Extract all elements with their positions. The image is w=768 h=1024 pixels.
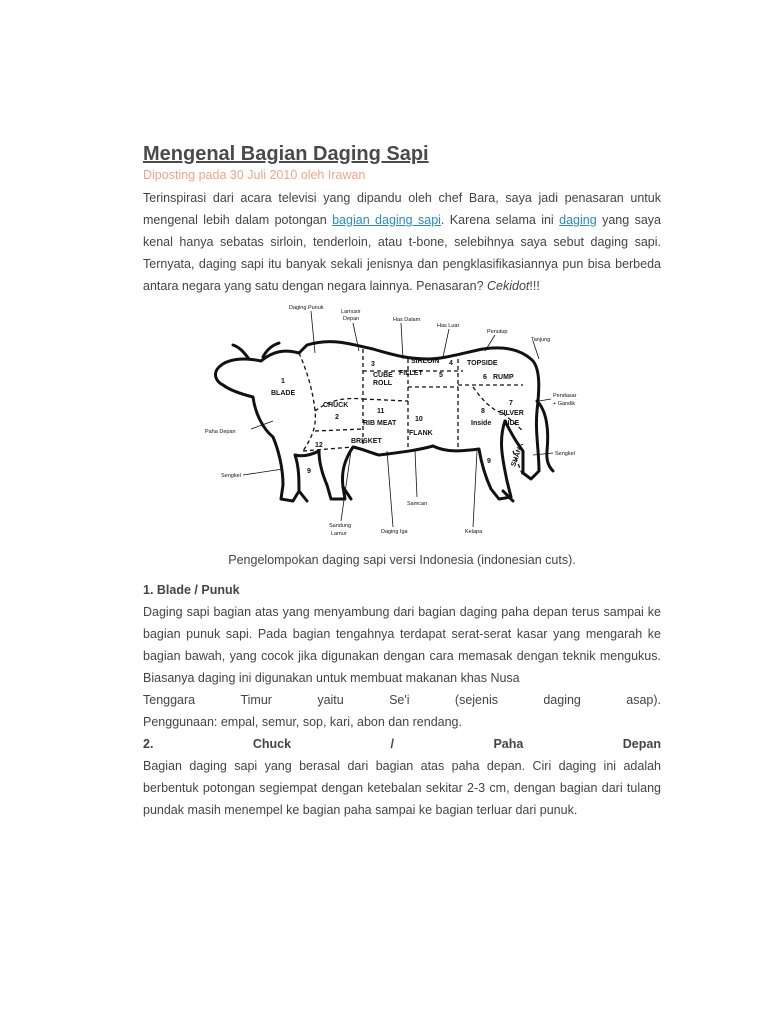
cut-number-5: 5 bbox=[439, 372, 443, 379]
section-2-body: Bagian daging sapi yang berasal dari bagian atas paha depan. Ciri daging ini adalah berbentuk potongan segiempat dengan ketebalan sekitar 2-3 cm, dengan bagian dari tulang pundak masih menempel ke bagian paha sampai ke bagian terluar dari punuk. bbox=[143, 759, 661, 817]
intro-text-4: !!! bbox=[529, 279, 540, 293]
cut-inside: Inside bbox=[471, 420, 492, 427]
label-lamusir: Lamusir bbox=[341, 309, 361, 315]
cut-flank: FLANK bbox=[409, 430, 433, 437]
label-daging-iga: Daging Iga bbox=[381, 529, 408, 535]
cut-rib-meat: RIB MEAT bbox=[363, 420, 397, 427]
cut-number-12: 12 bbox=[315, 442, 323, 449]
label-daging-punuk: Daging Punuk bbox=[289, 305, 324, 311]
spread-word: (sejenis bbox=[454, 693, 498, 707]
spread-word: asap). bbox=[626, 693, 661, 707]
heading-word: Paha bbox=[493, 737, 524, 751]
cut-topside: TOPSIDE bbox=[467, 360, 498, 367]
cut-number-11: 11 bbox=[377, 408, 385, 415]
cut-shank: SHANK bbox=[510, 441, 526, 468]
cut-rump: RUMP bbox=[493, 374, 514, 381]
spread-word: daging bbox=[543, 693, 581, 707]
heading-word: 2. bbox=[143, 737, 154, 751]
cut-silver: SILVER bbox=[499, 410, 524, 417]
label-paha-depan: Paha Depan bbox=[205, 429, 236, 435]
label-pendasar: Pendasar bbox=[553, 393, 577, 399]
label-penutup: Penutup bbox=[487, 329, 508, 335]
label-has-dalam: Has Dalam bbox=[393, 317, 421, 323]
label-sandung: Sandung bbox=[329, 523, 352, 529]
article-byline: Diposting pada 30 Juli 2010 oleh Irawan bbox=[143, 168, 366, 182]
label-samcan: Samcan bbox=[407, 501, 428, 507]
cut-side: SIDE bbox=[503, 420, 520, 427]
label-has-luar: Has Luar bbox=[437, 323, 460, 329]
section-1-heading: 1. Blade / Punuk bbox=[143, 583, 240, 597]
cut-number-2: 2 bbox=[335, 414, 339, 421]
label-sengkel-left: Sengkel bbox=[221, 473, 241, 479]
link-bagian-daging-sapi[interactable]: bagian daging sapi bbox=[332, 213, 441, 227]
cut-number-9-front: 9 bbox=[307, 468, 311, 475]
intro-text-1: Terinspirasi dari acara televisi yang dipandu oleh chef Bara, saya jadi penasaran untuk mengenal lebih dalam potongan bbox=[143, 191, 661, 227]
beef-cuts-diagram bbox=[203, 301, 603, 546]
spread-word: Tenggara bbox=[143, 693, 196, 707]
cut-roll: ROLL bbox=[373, 380, 393, 387]
intro-text-3: yang saya kenal hanya sebatas sirloin, tenderloin, atau t-bone, selebihnya saya sebut daging sapi. Ternyata, daging sapi itu banyak sekali jenisnya dan pengklasifikasiannya pun bisa berbeda antara negara yang satu dengan negara lainnya. Penasaran? bbox=[143, 213, 661, 293]
spread-word: Se'i bbox=[389, 693, 410, 707]
cut-fillet: FILLET bbox=[399, 370, 423, 377]
article bbox=[143, 141, 661, 821]
cut-blade: BLADE bbox=[271, 390, 296, 397]
intro-emphasis: Cekidot bbox=[487, 279, 530, 293]
heading-word: Chuck bbox=[252, 737, 292, 751]
cut-number-9-rear: 9 bbox=[487, 458, 491, 465]
label-depan: Depan bbox=[343, 316, 360, 322]
section-1-usage: Penggunaan: empal, semur, sop, kari, abon dan rendang. bbox=[143, 715, 462, 729]
cut-number-8: 8 bbox=[481, 408, 485, 415]
beef-cuts-figure bbox=[143, 301, 661, 546]
cut-number-6: 6 bbox=[483, 374, 487, 381]
cut-number-3: 3 bbox=[371, 361, 375, 368]
section-1-body: Daging sapi bagian atas yang menyambung dari bagian daging paha depan terus sampai ke bagian punuk sapi. Pada bagian tengahnya terdapat serat-serat kasar yang mengarah ke bagian bawah, yang cocok jika digunakan dengan cara memasak dengan teknik mengukus. Biasanya daging ini digunakan untuk membuat makanan khas Nusa bbox=[143, 605, 661, 685]
label-lamur: Lamur bbox=[331, 531, 347, 537]
cut-chuck: CHUCK bbox=[323, 402, 349, 409]
heading-word: Depan bbox=[622, 737, 661, 751]
section-2-heading bbox=[143, 733, 661, 755]
cut-number-7: 7 bbox=[509, 400, 513, 407]
intro-text-2: . Karena selama ini bbox=[440, 213, 560, 227]
cut-number-10: 10 bbox=[415, 416, 423, 423]
link-daging[interactable]: daging bbox=[559, 213, 597, 227]
cut-sirloin: SIRLOIN bbox=[411, 358, 440, 365]
label-kelapa: Kelapa bbox=[465, 529, 483, 535]
article-title[interactable]: Mengenal Bagian Daging Sapi bbox=[143, 143, 429, 165]
spread-word: yaitu bbox=[317, 693, 344, 707]
heading-word: / bbox=[390, 737, 394, 751]
figure-caption: Pengelompokan daging sapi versi Indonesia (indonesian cuts). bbox=[228, 553, 576, 567]
label-tanjung: Tanjung bbox=[531, 337, 551, 343]
cut-number-1: 1 bbox=[281, 378, 285, 385]
cut-number-4: 4 bbox=[449, 360, 453, 367]
cut-brisket: BRISKET bbox=[351, 438, 382, 445]
label-gandik: + Gandik bbox=[553, 401, 576, 407]
label-sengkel-right: Sengkel bbox=[555, 451, 575, 457]
intro-paragraph bbox=[143, 187, 661, 297]
section-1-justified-line bbox=[143, 689, 661, 711]
cut-cube: CUBE bbox=[373, 372, 393, 379]
spread-word: Timur bbox=[240, 693, 272, 707]
